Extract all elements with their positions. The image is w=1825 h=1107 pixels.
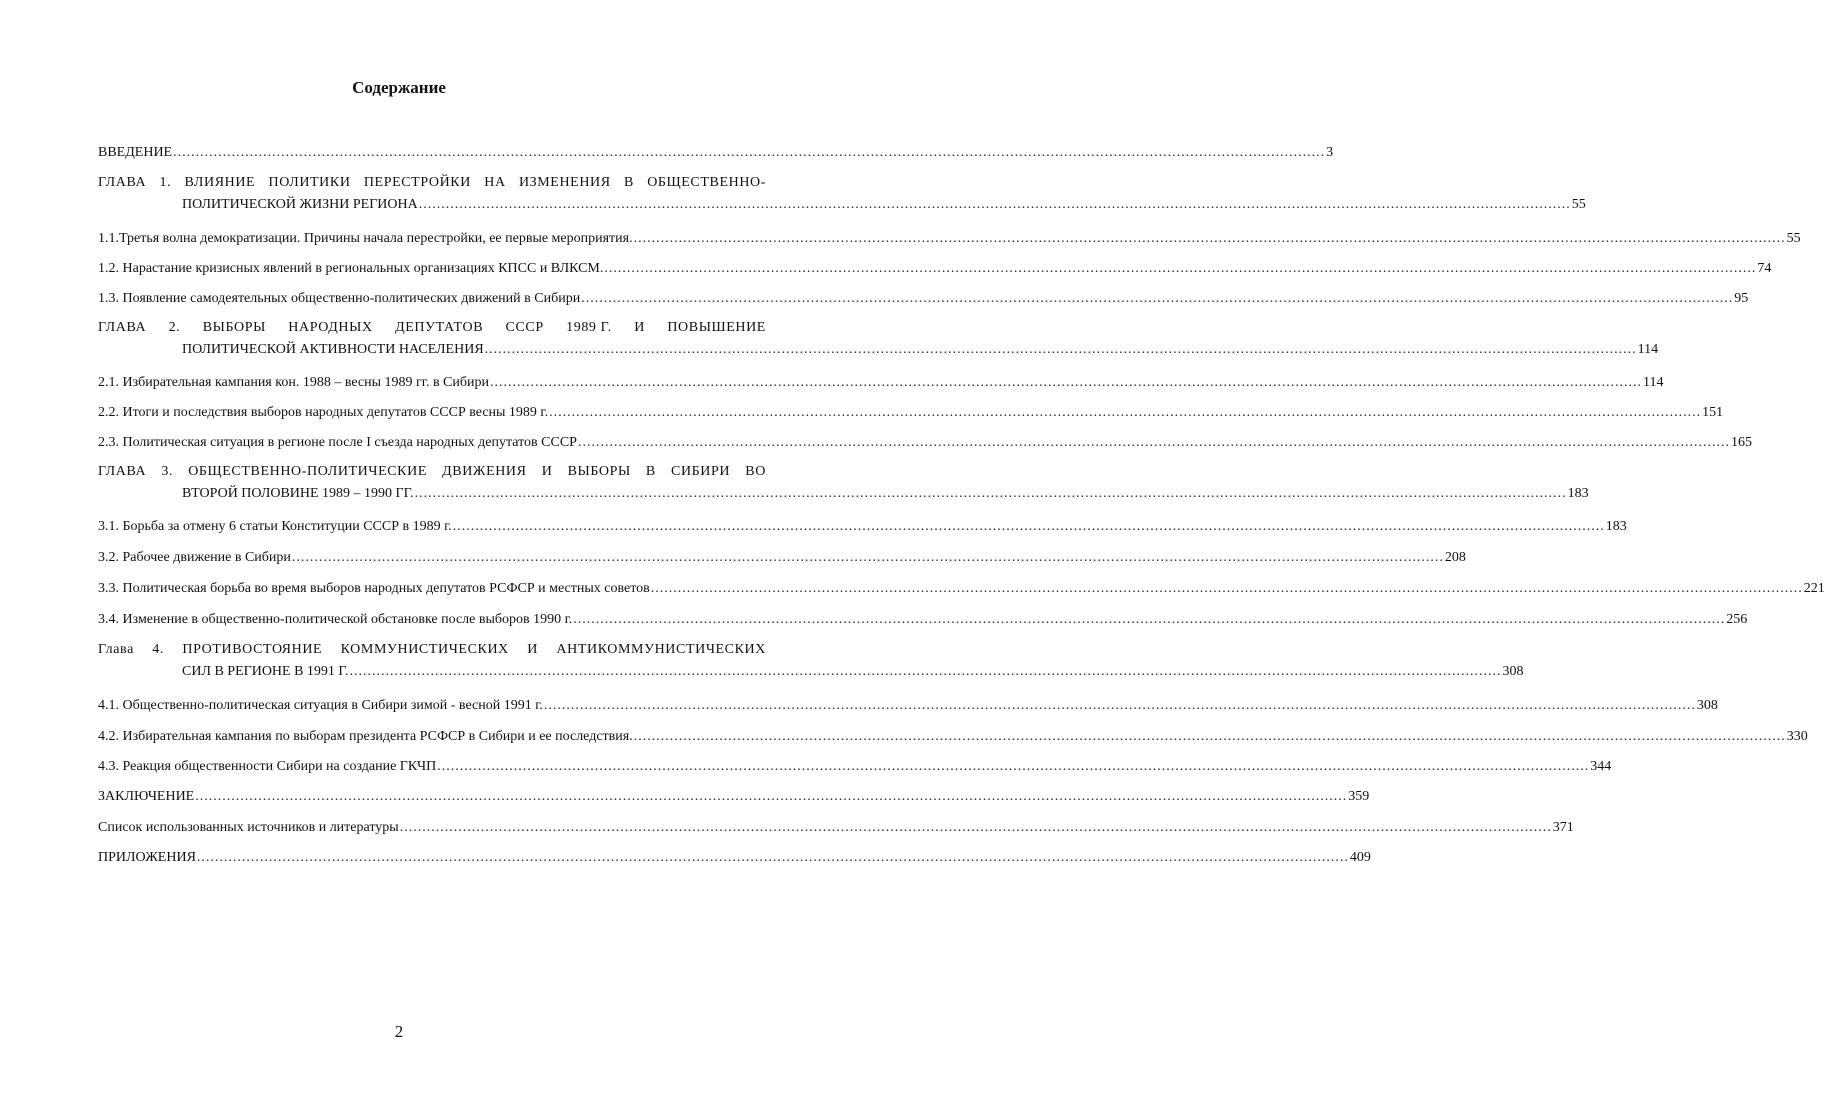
- toc-entry-2-2[interactable]: [98, 404, 1724, 422]
- dot-leader: [400, 819, 1552, 837]
- toc-entry-page: 308: [1696, 698, 1718, 713]
- dot-leader: [634, 728, 1786, 746]
- toc-entry-title: 1.2. Нарастание кризисных явлений в региональных организациях КПСС и ВЛКСМ.: [98, 261, 604, 276]
- toc-entry-title: 2.3. Политическая ситуация в регионе после I съезда народных депутатов СССР: [98, 435, 577, 450]
- toc-entry-title: ПОЛИТИЧЕСКОЙ ЖИЗНИ РЕГИОНА: [182, 197, 418, 212]
- chapter-word: 1.: [159, 175, 172, 190]
- toc-entry-page: 330: [1786, 729, 1808, 744]
- toc-entry-page: 151: [1702, 405, 1724, 420]
- toc-entry-title: 4.2. Избирательная кампания по выборам президента РСФСР в Сибири и ее последствия.: [98, 729, 633, 744]
- chapter-word: ГЛАВА: [98, 464, 147, 479]
- chapter-word: ПЕРЕСТРОЙКИ: [363, 175, 471, 190]
- chapter-word: КОММУНИСТИЧЕСКИХ: [340, 642, 509, 657]
- toc-chapter-4[interactable]: [98, 639, 1524, 683]
- toc-entry-1-3[interactable]: [98, 290, 1749, 308]
- toc-entry-title: 3.4. Изменение в общественно-политической обстановке после выборов 1990 г.: [98, 612, 573, 627]
- chapter-word: 1989 Г.: [566, 320, 612, 335]
- chapter-word: СССР: [505, 320, 544, 335]
- dot-leader: [651, 580, 1803, 598]
- toc-entry-title: 1.3. Появление самодеятельных общественно-политических движений в Сибири: [98, 291, 581, 306]
- chapter-word: ВЫБОРЫ: [202, 320, 266, 335]
- chapter-word: ОБЩЕСТВЕННО-: [647, 175, 766, 190]
- toc-entry-title: СИЛ В РЕГИОНЕ В 1991 Г.: [182, 664, 349, 679]
- toc-entry-page: 308: [1502, 664, 1524, 679]
- chapter-word: ВЫБОРЫ: [567, 464, 631, 479]
- chapter-word: ГЛАВА: [98, 320, 147, 335]
- chapter-heading-continuation: [98, 194, 1586, 216]
- toc-chapter-3[interactable]: [98, 461, 1589, 505]
- toc-entry-3-4[interactable]: [98, 611, 1748, 629]
- toc-chapter-2[interactable]: [98, 317, 1659, 361]
- toc-entry-title: ЗАКЛЮЧЕНИЕ: [98, 789, 195, 804]
- toc-entry-2-1[interactable]: [98, 374, 1664, 392]
- toc-entry-appendix[interactable]: [98, 849, 1371, 867]
- toc-entry-page: 114: [1637, 342, 1659, 357]
- chapter-word: ПОВЫШЕНИЕ: [667, 320, 766, 335]
- toc-entry-page: 344: [1590, 759, 1612, 774]
- chapter-word: Глава: [98, 642, 134, 657]
- dot-leader: [453, 518, 1605, 536]
- chapter-word: ДВИЖЕНИЯ: [442, 464, 527, 479]
- dot-leader: [578, 434, 1730, 452]
- dot-leader: [419, 194, 1571, 216]
- toc-entry-page: 165: [1730, 435, 1752, 450]
- dot-leader: [604, 260, 1756, 278]
- chapter-word: НА: [484, 175, 506, 190]
- toc-entry-title: 2.1. Избирательная кампания кон. 1988 – весны 1989 гг. в Сибири: [98, 375, 489, 390]
- toc-entry-conclusion[interactable]: [98, 788, 1370, 806]
- toc-entry-title: 1.1.Третья волна демократизации. Причины начала перестройки, ее первые мероприятия.: [98, 231, 633, 246]
- chapter-word: В: [623, 175, 634, 190]
- chapter-word: В: [645, 464, 656, 479]
- page-title: Содержание: [352, 78, 446, 97]
- toc-entry-title: 3.3. Политическая борьба во время выборов народных депутатов РСФСР и местных советов: [98, 581, 650, 596]
- dot-leader: [573, 611, 1725, 629]
- chapter-word: ОБЩЕСТВЕННО-ПОЛИТИЧЕСКИЕ: [188, 464, 427, 479]
- dot-leader: [195, 788, 1347, 806]
- toc-entry-3-1[interactable]: [98, 518, 1627, 536]
- dot-leader: [490, 374, 1642, 392]
- toc-entry-page: 409: [1349, 850, 1371, 865]
- dot-leader: [173, 144, 1325, 162]
- chapter-word: И: [634, 320, 645, 335]
- chapter-word: СИБИРИ: [671, 464, 731, 479]
- dot-leader: [581, 290, 1733, 308]
- toc-entry-3-3[interactable]: [98, 580, 1825, 598]
- toc-entry-title: ПРИЛОЖЕНИЯ: [98, 850, 196, 865]
- toc-entry-page: 256: [1726, 612, 1748, 627]
- toc-entry-2-3[interactable]: [98, 434, 1752, 452]
- toc-entry-page: 55: [1571, 197, 1586, 212]
- chapter-word: ПРОТИВОСТОЯНИЕ: [182, 642, 323, 657]
- dot-leader: [197, 849, 1349, 867]
- chapter-word: 3.: [161, 464, 174, 479]
- page-number: 2: [394, 1022, 404, 1041]
- dot-leader: [292, 549, 1444, 567]
- toc-entry-page: 371: [1552, 820, 1574, 835]
- dot-leader: [349, 661, 1501, 683]
- toc-chapter-1[interactable]: [98, 172, 1586, 216]
- chapter-word: И: [541, 464, 553, 479]
- toc-entry-intro[interactable]: [98, 144, 1334, 162]
- chapter-word: ИЗМЕНЕНИЯ: [518, 175, 611, 190]
- toc-entry-page: 221: [1803, 581, 1825, 596]
- toc-entry-page: 208: [1444, 550, 1466, 565]
- toc-entry-title: ВВЕДЕНИЕ: [98, 145, 173, 160]
- chapter-word: 2.: [168, 320, 181, 335]
- chapter-word: АНТИКОММУНИСТИЧЕСКИХ: [556, 642, 766, 657]
- chapter-heading-line: [98, 461, 766, 483]
- chapter-word: ПОЛИТИКИ: [268, 175, 351, 190]
- toc-entry-sources[interactable]: [98, 819, 1574, 837]
- chapter-word: ГЛАВА: [98, 175, 147, 190]
- chapter-heading-line: [98, 639, 766, 661]
- toc-entry-1-1[interactable]: [98, 230, 1801, 248]
- toc-entry-page: 359: [1348, 789, 1370, 804]
- toc-entry-title: 4.3. Реакция общественности Сибири на создание ГКЧП: [98, 759, 437, 774]
- chapter-heading-continuation: [98, 483, 1589, 505]
- toc-entry-title: 4.1. Общественно-политическая ситуация в Сибири зимой - весной 1991 г.: [98, 698, 543, 713]
- dot-leader: [437, 758, 1589, 776]
- dot-leader: [634, 230, 1786, 248]
- chapter-word: И: [527, 642, 538, 657]
- toc-entry-page: 114: [1643, 375, 1664, 390]
- toc-entry-page: 183: [1567, 486, 1589, 501]
- toc-entry-page: 183: [1605, 519, 1627, 534]
- chapter-heading-continuation: [98, 339, 1659, 361]
- toc-entry-title: 2.2. Итоги и последствия выборов народных депутатов СССР весны 1989 г.: [98, 405, 549, 420]
- toc-entry-4-2[interactable]: [98, 728, 1808, 746]
- toc-entry-title: ПОЛИТИЧЕСКОЙ АКТИВНОСТИ НАСЕЛЕНИЯ: [182, 342, 484, 357]
- chapter-heading-line: [98, 172, 766, 194]
- toc-entry-title: 3.2. Рабочее движение в Сибири: [98, 550, 291, 565]
- toc-entry-page: 74: [1757, 261, 1772, 276]
- chapter-heading-continuation: [98, 661, 1524, 683]
- toc-entry-page: 55: [1786, 231, 1801, 246]
- toc-entry-title: ВТОРОЙ ПОЛОВИНЕ 1989 – 1990 ГГ.: [182, 486, 414, 501]
- toc-entry-title: 3.1. Борьба за отмену 6 статьи Конституции СССР в 1989 г.: [98, 519, 452, 534]
- toc-entry-title: Список использованных источников и литературы: [98, 820, 399, 835]
- dot-leader: [549, 404, 1701, 422]
- toc-entry-3-2[interactable]: [98, 549, 1466, 567]
- toc-entry-1-2[interactable]: [98, 260, 1772, 278]
- dot-leader: [485, 339, 1637, 361]
- toc-entry-4-3[interactable]: [98, 758, 1612, 776]
- dot-leader: [544, 697, 1696, 715]
- chapter-word: НАРОДНЫХ: [288, 320, 373, 335]
- toc-entry-page: 95: [1734, 291, 1749, 306]
- chapter-word: ВО: [745, 464, 766, 479]
- chapter-word: ДЕПУТАТОВ: [395, 320, 484, 335]
- chapter-word: ВЛИЯНИЕ: [184, 175, 256, 190]
- dot-leader: [415, 483, 1567, 505]
- chapter-heading-line: [98, 317, 766, 339]
- toc-entry-page: 3: [1326, 145, 1334, 160]
- chapter-word: 4.: [152, 642, 164, 657]
- toc-entry-4-1[interactable]: [98, 697, 1718, 715]
